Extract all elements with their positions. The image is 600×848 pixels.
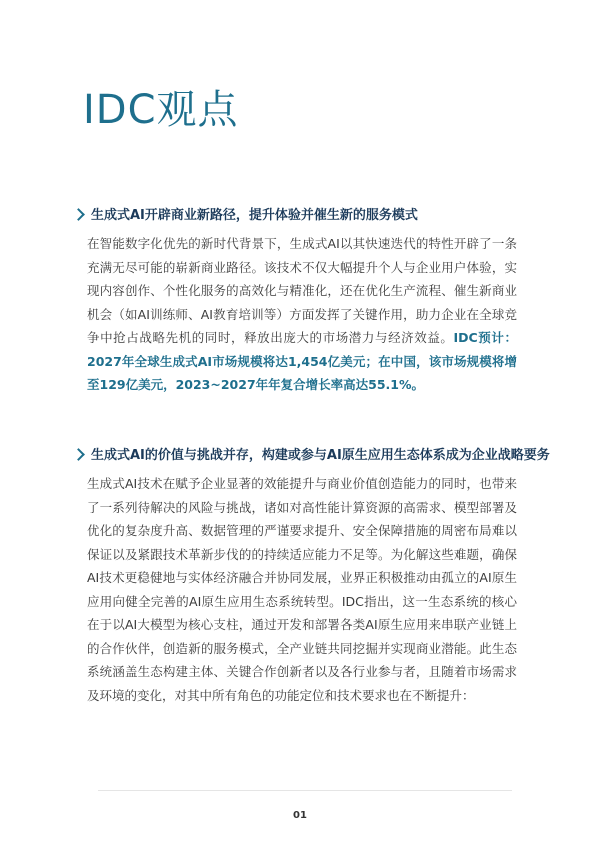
chevron-right-icon (72, 208, 85, 221)
section-heading-1 (74, 204, 418, 223)
chevron-right-icon (72, 448, 85, 461)
forecast-highlight: IDC预计：2027年全球生成式AI市场规模将达1,454亿美元；在中国，该市场规模将增至129亿美元，2023~2027年年复合增长率高达55.1%。 (87, 330, 517, 392)
section-paragraph-2-text: 生成式AI技术在赋予企业显著的效能提升与商业价值创造能力的同时，也带来了一系列待解决的风险与挑战，诸如对高性能计算资源的高需求、模型部署及优化的复杂度升高、数据管理的严谨要求提升、安全保障措施的周密布局难以保证以及紧跟技术革新步伐的的持续适应能力不足等。为化解这些难题，确保AI技术更稳健地与实体经济融合并协同发展，业界正积极推动由孤立的AI原生应用向健全完善的AI原生应用生态系统转型。IDC指出，这一生态系统的核心在于以AI大模型为核心支柱，通过开发和部署各类AI原生应用来串联产业链上的合作伙伴，创造新的服务模式，全产业链共同挖掘并实现商业潜能。此生态系统涵盖生态构建主体、关键合作创新者以及各行业参与者，且随着市场需求及环境的变化，对其中所有角色的功能定位和技术要求也在不断提升： (87, 476, 517, 703)
section-heading-1-text: 生成式AI开辟商业新路径，提升体验并催生新的服务模式 (91, 208, 418, 223)
page-title: IDC观点 (83, 87, 239, 133)
section-heading-2 (74, 444, 550, 463)
section-paragraph-1-text: 在智能数字化优先的新时代背景下，生成式AI以其快速迭代的特性开辟了一条充满无尽可能的崭新商业路径。该技术不仅大幅提升个人与企业用户体验，实现内容创作、个性化服务的高效化与精准化，还在优化生产流程、催生新商业机会（如AI训练师、AI教育培训等）方面发挥了关键作用，助力企业在全球竞争中抢占战略先机的同时，释放出庞大的市场潜力与经济效益。 (87, 236, 517, 345)
section-paragraph-1 (87, 232, 517, 397)
section-heading-2-text: 生成式AI的价值与挑战并存，构建或参与AI原生应用生态体系成为企业战略要务 (91, 448, 550, 463)
section-paragraph-2 (87, 472, 517, 707)
footer-divider (98, 790, 512, 791)
page-number: 01 (293, 810, 307, 821)
